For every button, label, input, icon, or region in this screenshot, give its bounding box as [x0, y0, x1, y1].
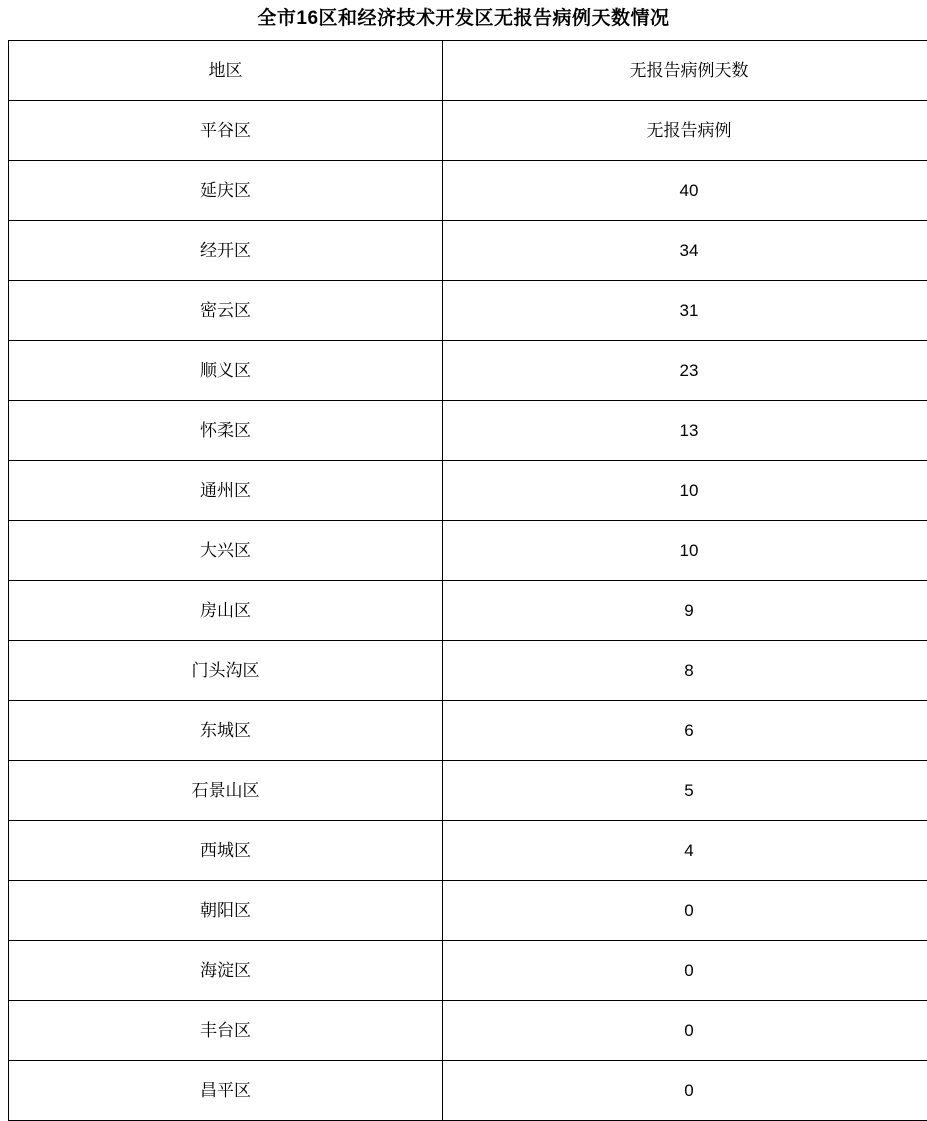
table-row [9, 581, 927, 641]
cell-region: 怀柔区 [9, 401, 443, 461]
table-row [9, 881, 927, 941]
cell-days: 34 [443, 221, 927, 281]
cell-days: 无报告病例 [443, 101, 927, 161]
table-row [9, 341, 927, 401]
table-header-row [9, 41, 927, 101]
cell-days: 0 [443, 1061, 927, 1121]
cell-region: 昌平区 [9, 1061, 443, 1121]
cell-region: 房山区 [9, 581, 443, 641]
table-row [9, 101, 927, 161]
table-row [9, 521, 927, 581]
table-row [9, 701, 927, 761]
cell-region: 平谷区 [9, 101, 443, 161]
cell-days: 23 [443, 341, 927, 401]
cell-region: 大兴区 [9, 521, 443, 581]
cell-days: 8 [443, 641, 927, 701]
cell-days: 0 [443, 1001, 927, 1061]
cell-days: 9 [443, 581, 927, 641]
table-row [9, 1001, 927, 1061]
cell-region: 石景山区 [9, 761, 443, 821]
cell-region: 延庆区 [9, 161, 443, 221]
cell-days: 0 [443, 881, 927, 941]
cell-region: 密云区 [9, 281, 443, 341]
table-row [9, 221, 927, 281]
cell-region: 东城区 [9, 701, 443, 761]
cell-days: 10 [443, 461, 927, 521]
document-page [0, 6, 927, 1121]
table-container [0, 40, 927, 1121]
cell-region: 丰台区 [9, 1001, 443, 1061]
cell-region: 经开区 [9, 221, 443, 281]
cell-days: 0 [443, 941, 927, 1001]
table-row [9, 821, 927, 881]
table-row [9, 461, 927, 521]
column-header-region: 地区 [9, 41, 443, 101]
cell-days: 40 [443, 161, 927, 221]
table-row [9, 761, 927, 821]
table-row [9, 401, 927, 461]
table-row [9, 161, 927, 221]
cell-region: 海淀区 [9, 941, 443, 1001]
cell-days: 5 [443, 761, 927, 821]
cell-region: 顺义区 [9, 341, 443, 401]
table-row [9, 941, 927, 1001]
cell-days: 13 [443, 401, 927, 461]
table-body [9, 41, 927, 1121]
cell-region: 西城区 [9, 821, 443, 881]
cell-region: 朝阳区 [9, 881, 443, 941]
cell-days: 4 [443, 821, 927, 881]
table-row [9, 281, 927, 341]
cell-region: 通州区 [9, 461, 443, 521]
cell-days: 6 [443, 701, 927, 761]
no-report-days-table [8, 40, 927, 1121]
column-header-days: 无报告病例天数 [443, 41, 927, 101]
cell-region: 门头沟区 [9, 641, 443, 701]
page-title: 全市16区和经济技术开发区无报告病例天数情况 [0, 6, 927, 32]
table-row [9, 641, 927, 701]
cell-days: 31 [443, 281, 927, 341]
cell-days: 10 [443, 521, 927, 581]
